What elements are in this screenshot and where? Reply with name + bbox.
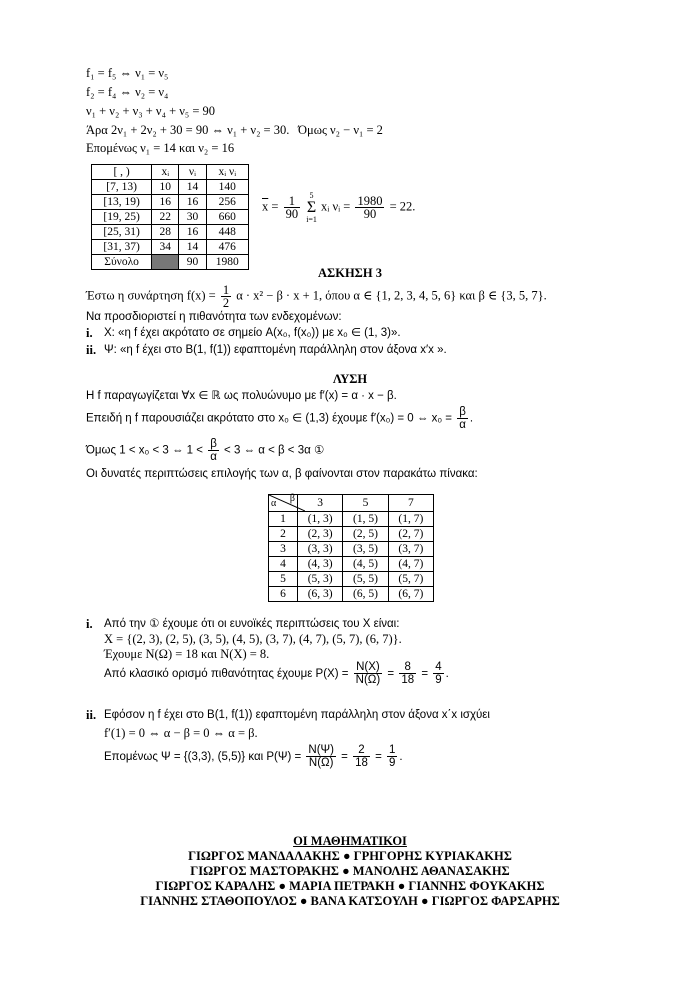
fraction-npsi-nomega: $\frac{N(\Psi)}{N(\Omega)}$	[308, 744, 334, 770]
cell: (4, 5)	[343, 557, 388, 572]
header-cell: 3	[298, 495, 343, 512]
table-row	[92, 225, 249, 240]
cell: 16	[179, 195, 206, 210]
table-row	[92, 180, 249, 195]
cell: [7, 13)	[92, 180, 152, 195]
cell: (3, 3)	[298, 542, 343, 557]
cell: [25, 31)	[92, 225, 152, 240]
cell: (3, 5)	[343, 542, 388, 557]
cell: 34	[152, 240, 179, 255]
fraction-half: $\frac{1}{2}$	[222, 283, 230, 310]
fraction-1-9: $\frac{1}{9}$	[389, 744, 396, 770]
footer-authors-line: ΓΙΩΡΓΟΣ ΚΑΡΑΛΗΣ ● ΜΑΡΙΑ ΠΕΤΡΑΚΗ ● ΓΙΑΝΝΗΣ ΦΟΥΚΑΚΗΣ	[155, 879, 545, 893]
fraction-1-90: $\frac{1}{90}$	[285, 194, 299, 221]
corner-cell	[269, 495, 298, 512]
cell: 30	[179, 210, 206, 225]
header-cell: xᵢ νᵢ	[206, 165, 248, 180]
part-ii-line-3: Επομένως Ψ = {(3,3), (5,5)} και P(Ψ) = $\frac{N(\Psi)}{N(\Omega)}$ = $\frac{2}{18}$ = $\frac{1}{9}$ .	[104, 744, 403, 770]
cell: 14	[179, 240, 206, 255]
row-header: 2	[269, 527, 298, 542]
x-bar: $\overline{x}$	[262, 199, 269, 214]
eq-epomenos: Επομένως ν₁ = 14 και ν₂ = 16	[86, 141, 235, 155]
table-row	[269, 587, 434, 602]
cell: 448	[206, 225, 248, 240]
cell: 22	[152, 210, 179, 225]
part-i-line-1: Από την ① έχουμε ότι οι ευνοϊκές περιπτώσεις του X είναι:	[104, 618, 400, 630]
cell: 16	[179, 225, 206, 240]
header-cell: 7	[388, 495, 433, 512]
cell: (1, 5)	[343, 512, 388, 527]
header-cell: [ , )	[92, 165, 152, 180]
eq-f1-f5: f₁ = f₅ ⇔ ν₁ = ν₅	[86, 66, 169, 80]
fraction-beta-alpha: $\frac{\beta}{\alpha}$	[459, 406, 466, 431]
part-i-label: i.	[86, 617, 93, 631]
fraction-8-18: $\frac{8}{18}$	[401, 661, 415, 687]
sum-symbol: 5 Σ i=1	[306, 191, 317, 224]
table-row	[269, 557, 434, 572]
row-header: 5	[269, 572, 298, 587]
table-row	[269, 542, 434, 557]
row-header: 3	[269, 542, 298, 557]
fraction-beta-alpha: $\frac{\beta}{\alpha}$	[210, 438, 217, 463]
item-ii-label: ii.	[86, 343, 97, 357]
item-i-label: i.	[86, 326, 93, 340]
footer-authors-line: ΓΙΑΝΝΗΣ ΣΤΑΘΟΠΟΥΛΟΣ ● ΒΑΝΑ ΚΑΤΣΟΥΛΗ ● ΓΙΩΡΓΟΣ ΦΑΡΣΑΡΗΣ	[140, 894, 560, 908]
cell: 90	[179, 255, 206, 270]
part-ii-line-2: f′(1) = 0 ⇔ α − β = 0 ⇔ α = β.	[104, 726, 258, 740]
solution-line-3: Όμως 1 < x₀ < 3 ⇔ 1 < $\frac{\beta}{\alpha}$ < 3 ⇔ α < β < 3α ①	[86, 438, 325, 463]
solution-line-1: Η f παραγωγίζεται ∀x ∈ ℝ ως πολυώνυμο με f′(x) = α · x − β.	[86, 390, 397, 402]
eq-sign: =	[271, 199, 279, 214]
task-text: Να προσδιοριστεί η πιθανότητα των ενδεχομένων:	[86, 311, 342, 323]
cell: (1, 7)	[388, 512, 433, 527]
cell: (1, 3)	[298, 512, 343, 527]
table-header-row	[92, 165, 249, 180]
corner-alpha: α	[271, 498, 277, 509]
cell: (4, 7)	[388, 557, 433, 572]
row-header: 4	[269, 557, 298, 572]
frequency-table	[91, 164, 249, 270]
cell: 14	[179, 180, 206, 195]
cell: (4, 3)	[298, 557, 343, 572]
header-cell: 5	[343, 495, 388, 512]
event-psi-text: Ψ: «η f έχει στο B(1, f(1)) εφαπτομένη παράλληλη στον άξονα x′x ».	[104, 344, 447, 356]
function-definition: Έστω η συνάρτηση f(x) = $\frac{1}{2}$ α · x² − β · x + 1, όπου α ∈ {1, 2, 3, 4, 5, 6} και β ∈ {3, 5, 7}.	[86, 283, 547, 310]
part-i-line-2: X = {(2, 3), (2, 5), (3, 5), (4, 5), (3, 7), (4, 7), (5, 7), (6, 7)}.	[104, 632, 402, 646]
cell: 140	[206, 180, 248, 195]
part-i-line-4: Από κλασικό ορισμό πιθανότητας έχουμε P(X) = $\frac{N(X)}{N(\Omega)}$ = $\frac{8}{18}$ = $\frac{4}{9}$ .	[104, 661, 449, 687]
cell: (5, 5)	[343, 572, 388, 587]
header-cell: νᵢ	[179, 165, 206, 180]
cell: (5, 3)	[298, 572, 343, 587]
header-cell: xᵢ	[152, 165, 179, 180]
cell: 28	[152, 225, 179, 240]
table-header-row	[269, 495, 434, 512]
cell: (3, 7)	[388, 542, 433, 557]
footer-authors-line: ΓΙΩΡΓΟΣ ΜΑΝΔΑΛΑΚΗΣ ● ΓΡΗΓΟΡΗΣ ΚΥΡΙΑΚΑΚΗΣ	[188, 849, 512, 863]
part-i-line-3: Έχουμε N(Ω) = 18 και N(X) = 8.	[104, 647, 270, 661]
eq-f2-f4: f₂ = f₄ ⇔ ν₂ = ν₄	[86, 85, 169, 99]
part-ii-label: ii.	[86, 708, 97, 722]
exercise-title: ΑΣΚΗΣΗ 3	[318, 266, 382, 280]
eq-ara: Άρα 2ν₁ + 2ν₂ + 30 = 90 ⇔ ν₁ + ν₂ = 30.	[86, 123, 290, 137]
solution-title: ΛΥΣΗ	[332, 372, 368, 386]
cell: (6, 7)	[388, 587, 433, 602]
event-x-text: X: «η f έχει ακρότατο σε σημείο A(x₀, f(x₀)) με x₀ ∈ (1, 3)».	[104, 327, 401, 339]
cell: 10	[152, 180, 179, 195]
fraction-4-9: $\frac{4}{9}$	[435, 661, 442, 687]
table-row	[269, 527, 434, 542]
fraction-2-18: $\frac{2}{18}$	[355, 744, 368, 770]
solution-line-4: Οι δυνατές περιπτώσεις επιλογής των α, β φαίνονται στον παρακάτω πίνακα:	[86, 468, 478, 480]
row-header: 6	[269, 587, 298, 602]
table-row	[92, 195, 249, 210]
fraction-nx-nomega: $\frac{N(X)}{N(\Omega)}$	[355, 661, 381, 687]
table-row	[92, 240, 249, 255]
cell: 660	[206, 210, 248, 225]
part-ii-line-1: Εφόσον η f έχει στο B(1, f(1)) εφαπτομένη παράλληλη στον άξονα x΄x ισχύει	[104, 709, 490, 721]
mean-formula	[262, 191, 415, 224]
fraction-1980-90: $\frac{1980}{90}$	[357, 194, 383, 221]
cell: 476	[206, 240, 248, 255]
table-row	[92, 210, 249, 225]
cell: [13, 19)	[92, 195, 152, 210]
mean-result: = 22.	[389, 199, 416, 214]
corner-beta: β	[289, 493, 295, 504]
cell: [19, 25)	[92, 210, 152, 225]
cell: (6, 5)	[343, 587, 388, 602]
cell: 1980	[206, 255, 248, 270]
pairs-table	[268, 494, 434, 602]
footer-authors-line: ΓΙΩΡΓΟΣ ΜΑΣΤΟΡΑΚΗΣ ● ΜΑΝΟΛΗΣ ΑΘΑΝΑΣΑΚΗΣ	[190, 864, 510, 878]
footer-title: ΟΙ ΜΑΘΗΜΑΤΙΚΟΙ	[293, 834, 407, 848]
cell: (5, 7)	[388, 572, 433, 587]
cell: 256	[206, 195, 248, 210]
row-header: 1	[269, 512, 298, 527]
eq-sum-freq: ν₁ + ν₂ + ν₃ + ν₄ + ν₅ = 90	[86, 104, 216, 118]
cell: [31, 37)	[92, 240, 152, 255]
eq-omws: Όμως ν₂ − ν₁ = 2	[298, 123, 383, 137]
cell: Σύνολο	[92, 255, 152, 270]
cell: 16	[152, 195, 179, 210]
cell: (2, 3)	[298, 527, 343, 542]
cell: (2, 5)	[343, 527, 388, 542]
table-row	[269, 572, 434, 587]
cell: (2, 7)	[388, 527, 433, 542]
sum-term: xᵢ νᵢ =	[321, 199, 351, 214]
table-row	[269, 512, 434, 527]
solution-line-2: Επειδή η f παρουσιάζει ακρότατο στο x₀ ∈ (1,3) έχουμε f′(x₀) = 0 ⇔ x₀ = $\frac{\beta}{\alpha}$ .	[86, 406, 474, 431]
cell: (6, 3)	[298, 587, 343, 602]
